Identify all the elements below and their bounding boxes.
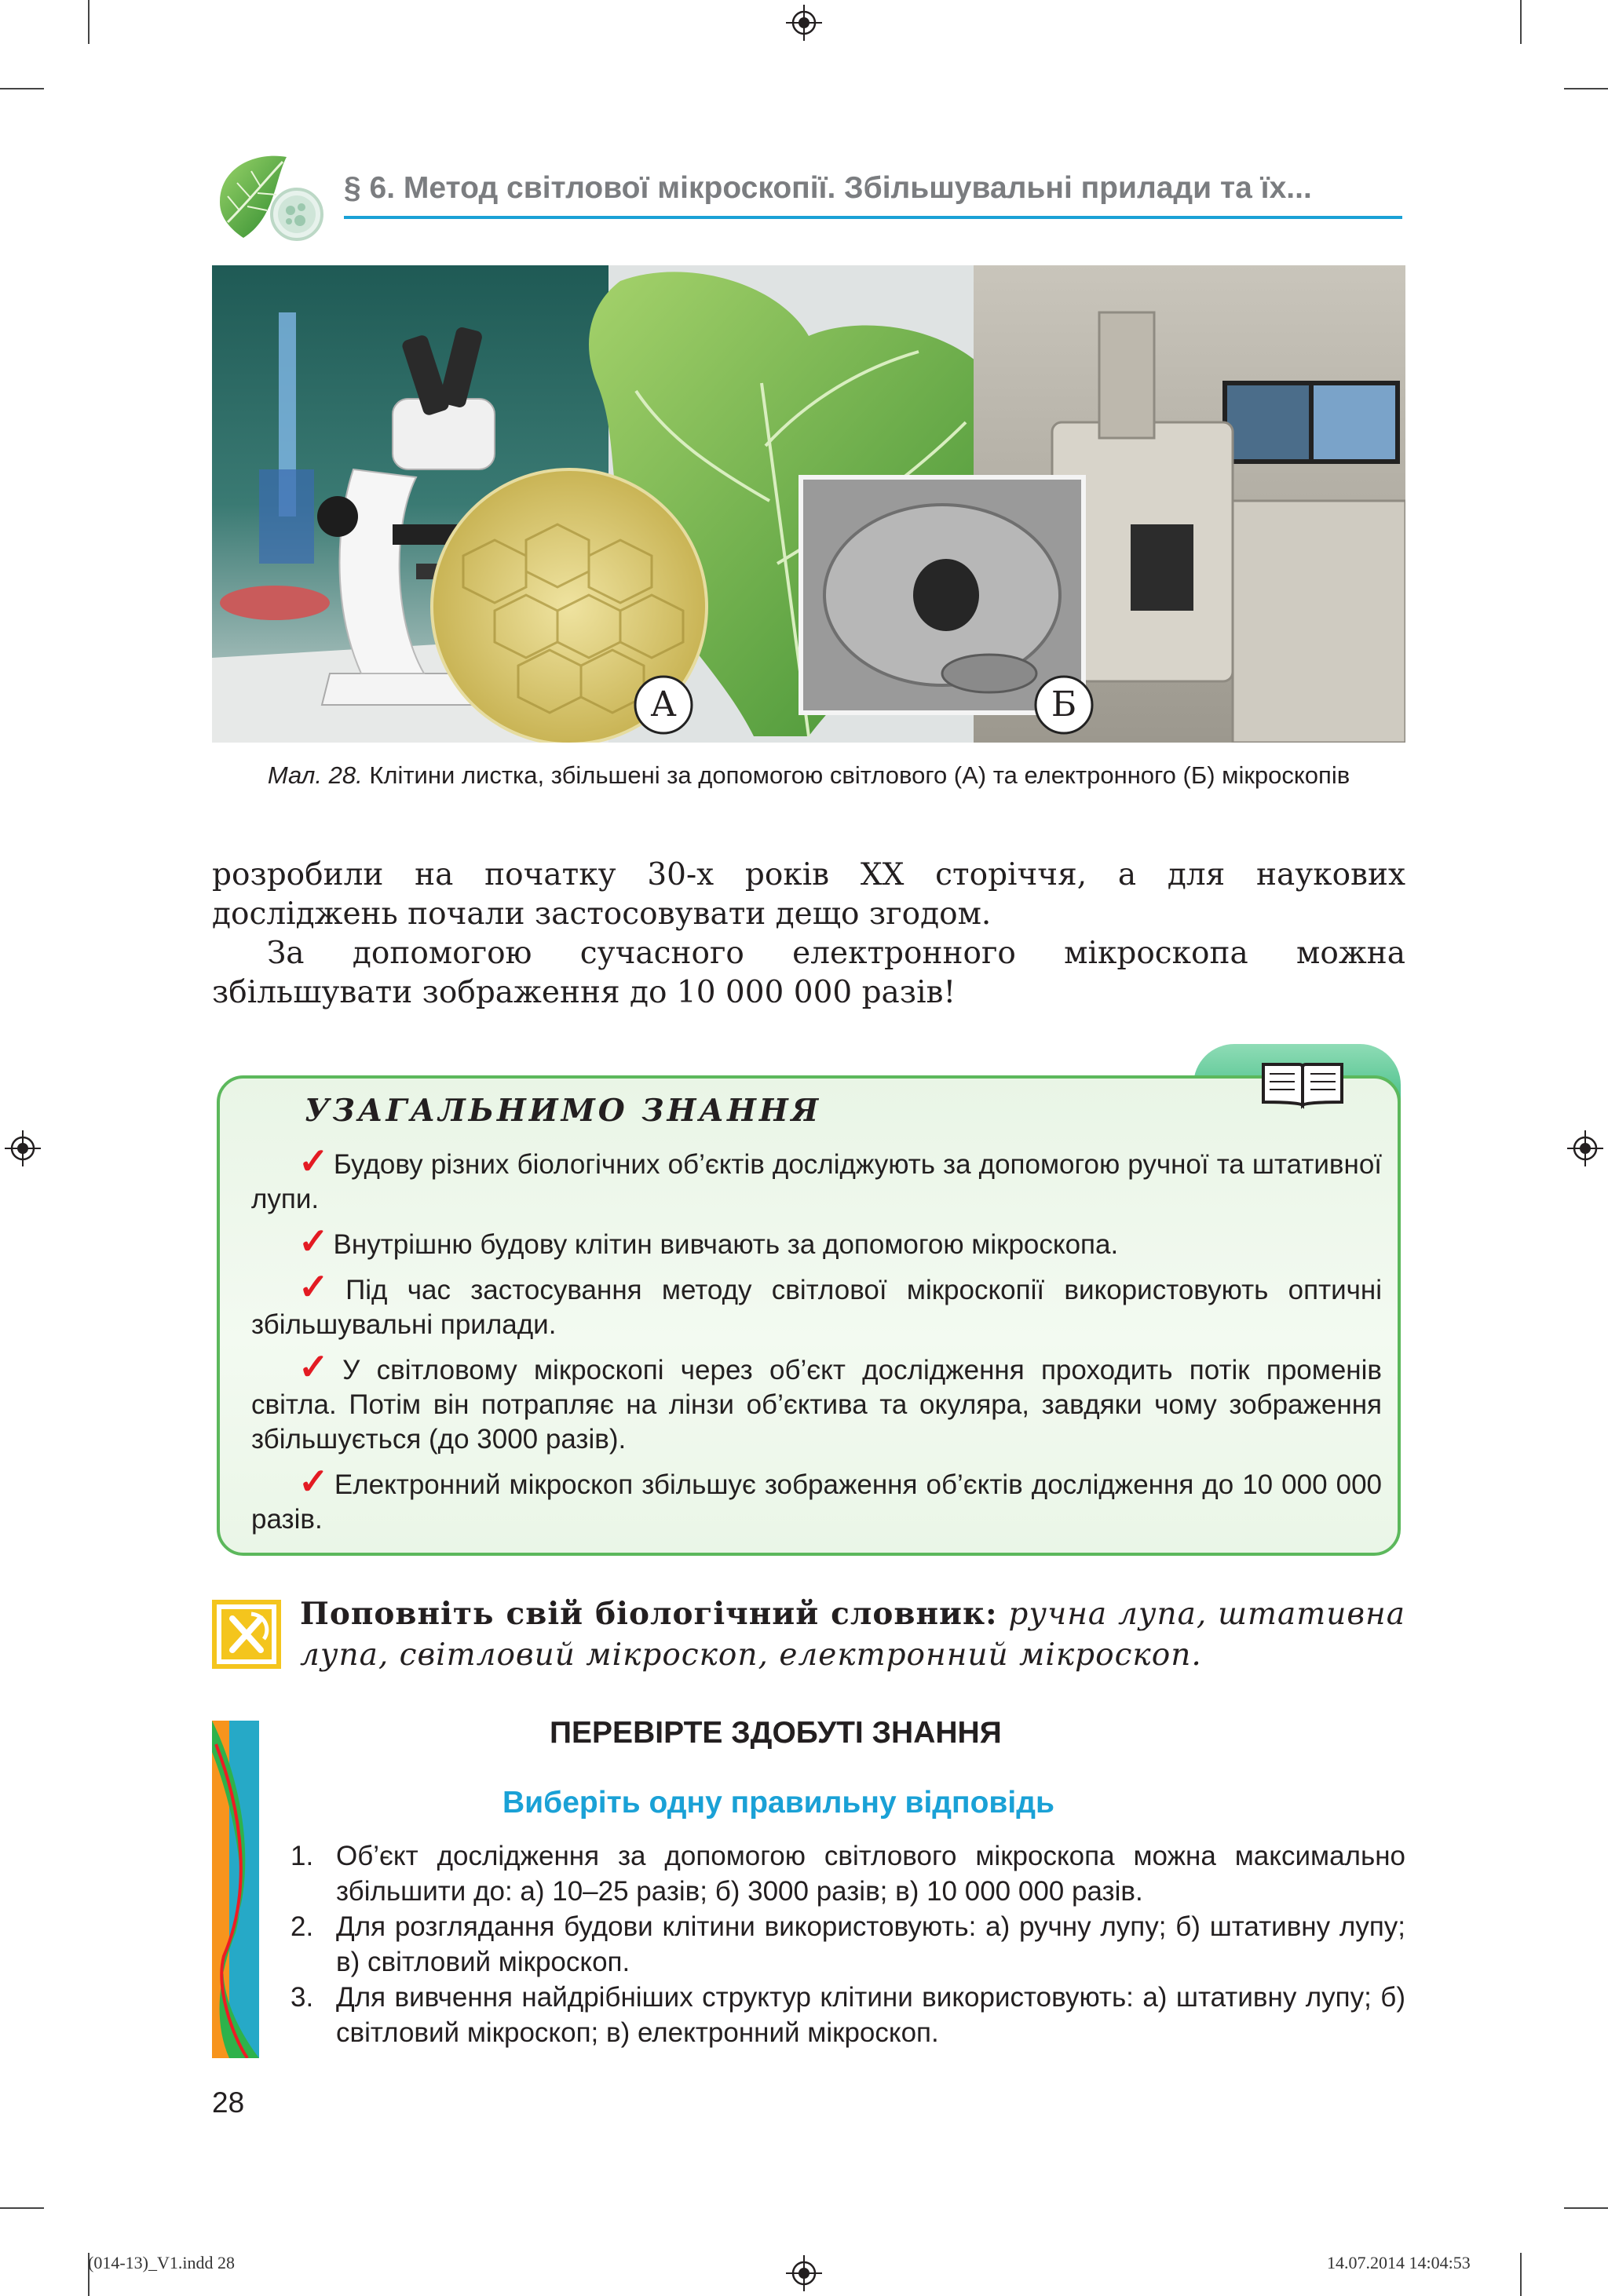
summary-item: ✓ Під час застосування методу світлової мікроскопії використовують оптичні збільшувальні прилади. bbox=[251, 1266, 1382, 1340]
leaf-cell-logo-icon bbox=[212, 148, 330, 246]
quiz-question: 1. Об’єкт дослідження за допомогою світлового мікроскопа можна максимально збільшити до: а) 10–25 разів; б) 3000 разів; в) 10 000 000 разів. bbox=[291, 1841, 1405, 1907]
quiz-question: 3. Для вивчення найдрібніших структур клітини використовують: а) штативну лупу; б) світловий мікроскоп; в) електронний мікроскоп. bbox=[291, 1982, 1405, 2048]
summary-item: ✓ У світловому мікроскопі через об’єкт дослідження проходить потік променів світла. Потім він потрапляє на лінзи об’єктива та окуляра, завдяки чому зображення збільшується (до 3000 разів). bbox=[251, 1346, 1382, 1455]
print-slug-date: 14.07.2014 14:04:53 bbox=[1327, 2253, 1471, 2272]
quiz-list bbox=[291, 1838, 1405, 2050]
summary-item: ✓ Внутрішню будову клітин вивчають за допомогою мікроскопа. bbox=[298, 1221, 1119, 1261]
crop-mark bbox=[88, 0, 90, 44]
registration-mark-icon bbox=[786, 5, 822, 41]
quiz-question: 2. Для розглядання будови клітини використовують: а) ручну лупу; б) штативну лупу; в) світловий мікроскоп. bbox=[291, 1911, 1405, 1977]
registration-mark-icon bbox=[786, 2255, 822, 2291]
dictionary-icon bbox=[212, 1600, 281, 1669]
body-text bbox=[212, 856, 1405, 1013]
microscope-figure bbox=[212, 265, 1405, 743]
quiz-subtitle: Виберіть одну правильну відповідь bbox=[502, 1786, 1054, 1820]
crop-mark bbox=[1520, 2253, 1522, 2296]
figure-label-b: Б bbox=[1051, 684, 1077, 725]
figure-caption-lead: Мал. 28. bbox=[267, 761, 363, 789]
open-book-icon bbox=[1260, 1058, 1345, 1110]
check-mark-icon: ✓ bbox=[298, 1266, 342, 1307]
check-mark-icon: ✓ bbox=[298, 1221, 329, 1261]
crop-mark bbox=[0, 2207, 44, 2209]
section-title: § 6. Метод світлової мікроскопії. Збільшувальні прилади та їх... bbox=[344, 171, 1312, 205]
dictionary-lead: Поповніть свій біологічний словник: bbox=[300, 1596, 998, 1632]
decorative-side-strip bbox=[212, 1721, 259, 2058]
check-mark-icon: ✓ bbox=[298, 1141, 329, 1181]
check-mark-icon: ✓ bbox=[298, 1461, 330, 1502]
quiz-title: ПЕРЕВІРТЕ ЗДОБУТІ ЗНАННЯ bbox=[550, 1716, 1002, 1750]
figure-caption-text: Клітини листка, збільшені за допомогою світлового (А) та електронного (Б) мікроскопів bbox=[362, 761, 1350, 789]
registration-mark-icon bbox=[1567, 1130, 1603, 1166]
crop-mark bbox=[1564, 2207, 1608, 2209]
summary-list bbox=[251, 1141, 1383, 1548]
summary-title: УЗАГАЛЬНИМО ЗНАННЯ bbox=[305, 1093, 822, 1129]
dictionary-text bbox=[300, 1593, 1405, 1676]
crop-mark bbox=[1564, 88, 1608, 89]
microscope-illustration bbox=[212, 265, 1405, 743]
header-rule bbox=[344, 216, 1402, 219]
registration-mark-icon bbox=[5, 1130, 41, 1166]
figure-label-a: А bbox=[650, 684, 677, 725]
page-number: 28 bbox=[212, 2086, 245, 2119]
print-slug-file: (014-13)_V1.indd 28 bbox=[88, 2253, 235, 2272]
crop-mark bbox=[1520, 0, 1522, 44]
figure-caption bbox=[236, 760, 1382, 791]
body-paragraph: розробили на початку 30-х років XX сторіччя, а для наукових досліджень почали застосовувати дещо згодом. bbox=[212, 857, 1405, 932]
crop-mark bbox=[0, 88, 44, 89]
check-mark-icon: ✓ bbox=[298, 1346, 338, 1387]
summary-item: ✓ Будову різних біологічних об’єктів досліджують за допомогою ручної та штативної лупи. bbox=[251, 1141, 1383, 1214]
summary-item: ✓ Електронний мікроскоп збільшує зображення об’єктів дослідження до 10 000 000 разів. bbox=[251, 1461, 1382, 1535]
body-paragraph: За допомогою сучасного електронного мікроскопа можна збільшувати зображення до 10 000 000 разів! bbox=[212, 936, 1405, 1010]
dictionary-terms: ручна лупа, штативна лупа, світловий мікроскоп, електронний мікроскоп. bbox=[300, 1597, 1405, 1673]
